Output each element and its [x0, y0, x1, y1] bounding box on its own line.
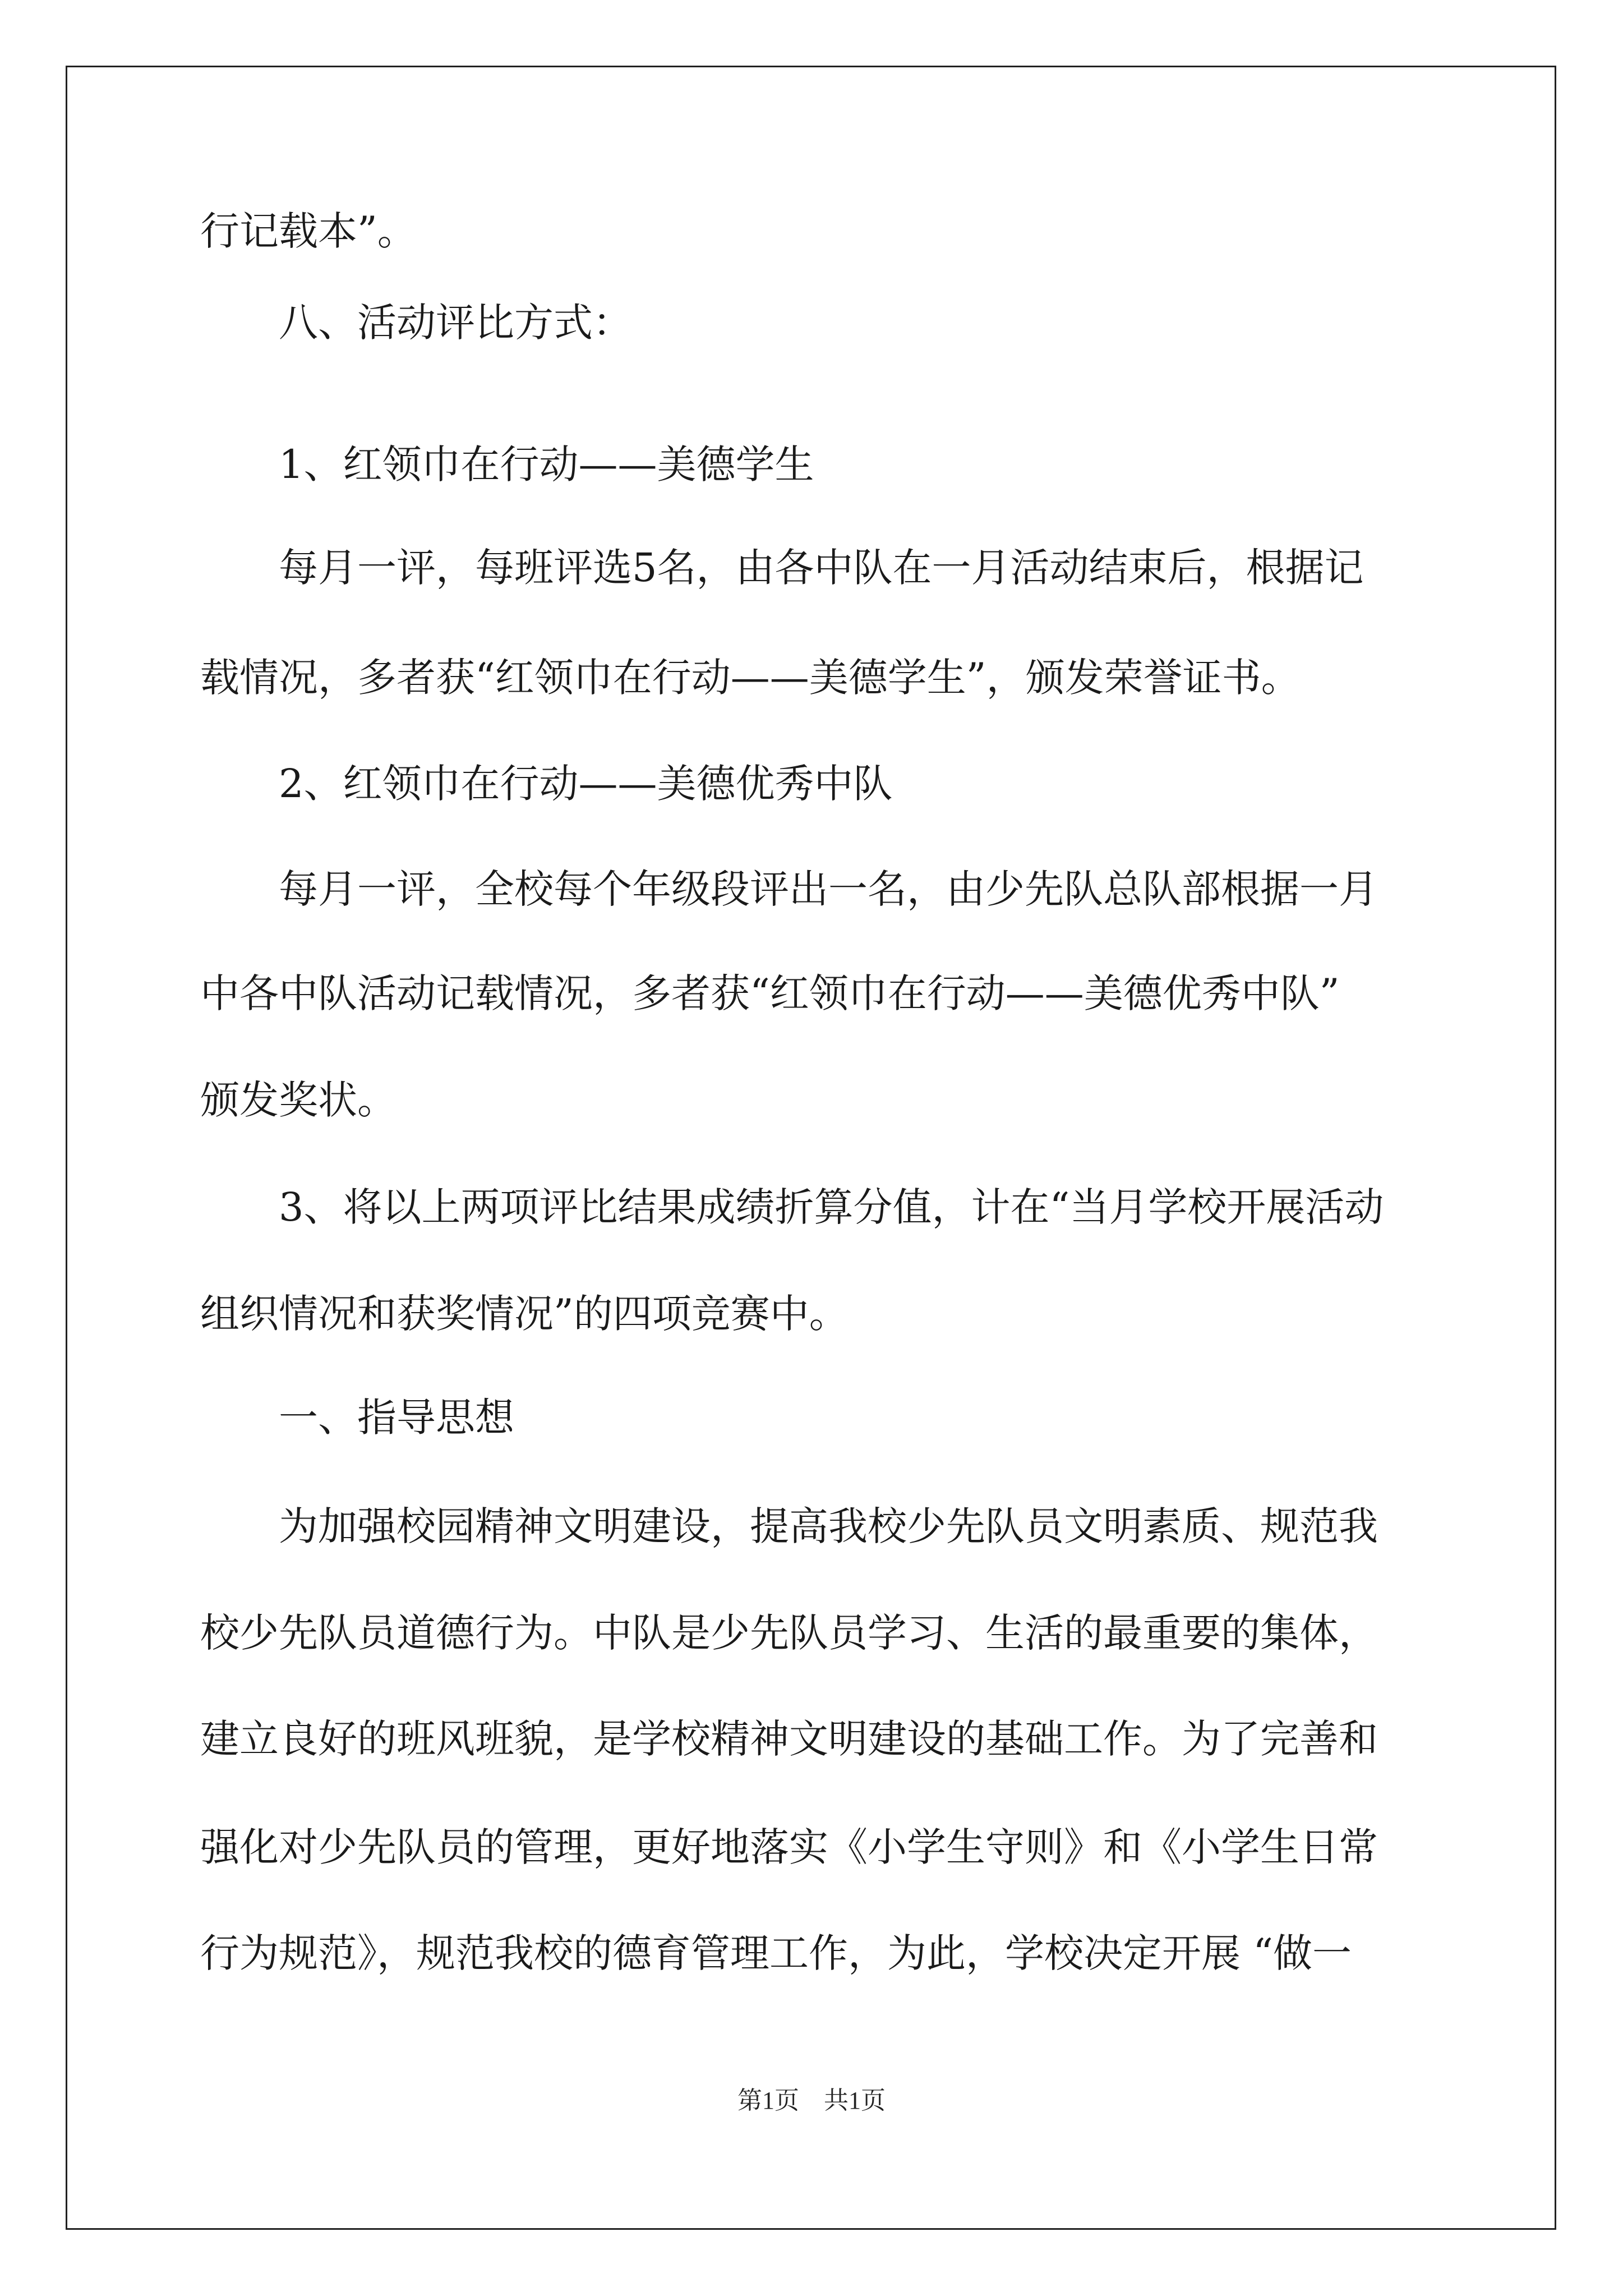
page-number-footer: 第1页 共1页: [737, 2087, 886, 2114]
text-line: 建立良好的班风班貌，是学校精神文明建设的基础工作。为了完善和: [200, 1716, 1378, 1762]
text-line: 一、指导思想: [200, 1395, 514, 1441]
text-line: 中各中队活动记载情况，多者获“红领巾在行动——美德优秀中队”: [200, 970, 1340, 1016]
text-line: 3、将以上两项评比结果成绩折算分值，计在“当月学校开展活动: [200, 1184, 1384, 1230]
text-line: 颁发奖状。: [200, 1077, 396, 1123]
text-line: 行记载本”。: [200, 208, 417, 254]
text-line: 每月一评，每班评选5名，由各中队在一月活动结束后，根据记: [200, 545, 1364, 591]
text-line: 1、红领巾在行动——美德学生: [200, 441, 814, 487]
text-line: 2、红领巾在行动——美德优秀中队: [200, 761, 893, 807]
text-line: 每月一评，全校每个年级段评出一名，由少先队总队部根据一月: [200, 866, 1378, 912]
text-line: 组织情况和获奖情况”的四项竞赛中。: [200, 1291, 849, 1337]
text-line: 行为规范》，规范我校的德育管理工作，为此，学校决定开展 “做一: [200, 1930, 1352, 1976]
text-line: 校少先队员道德行为。中队是少先队员学习、生活的最重要的集体，: [200, 1610, 1378, 1656]
text-line: 载情况，多者获“红领巾在行动——美德学生”，颁发荣誉证书。: [200, 655, 1301, 701]
text-line: 八、活动评比方式：: [200, 300, 632, 346]
text-line: 为加强校园精神文明建设，提高我校少先队员文明素质、规范我: [200, 1503, 1378, 1549]
page-border: [66, 66, 1556, 2230]
text-line: 强化对少先队员的管理，更好地落实《小学生守则》和《小学生日常: [200, 1824, 1378, 1870]
